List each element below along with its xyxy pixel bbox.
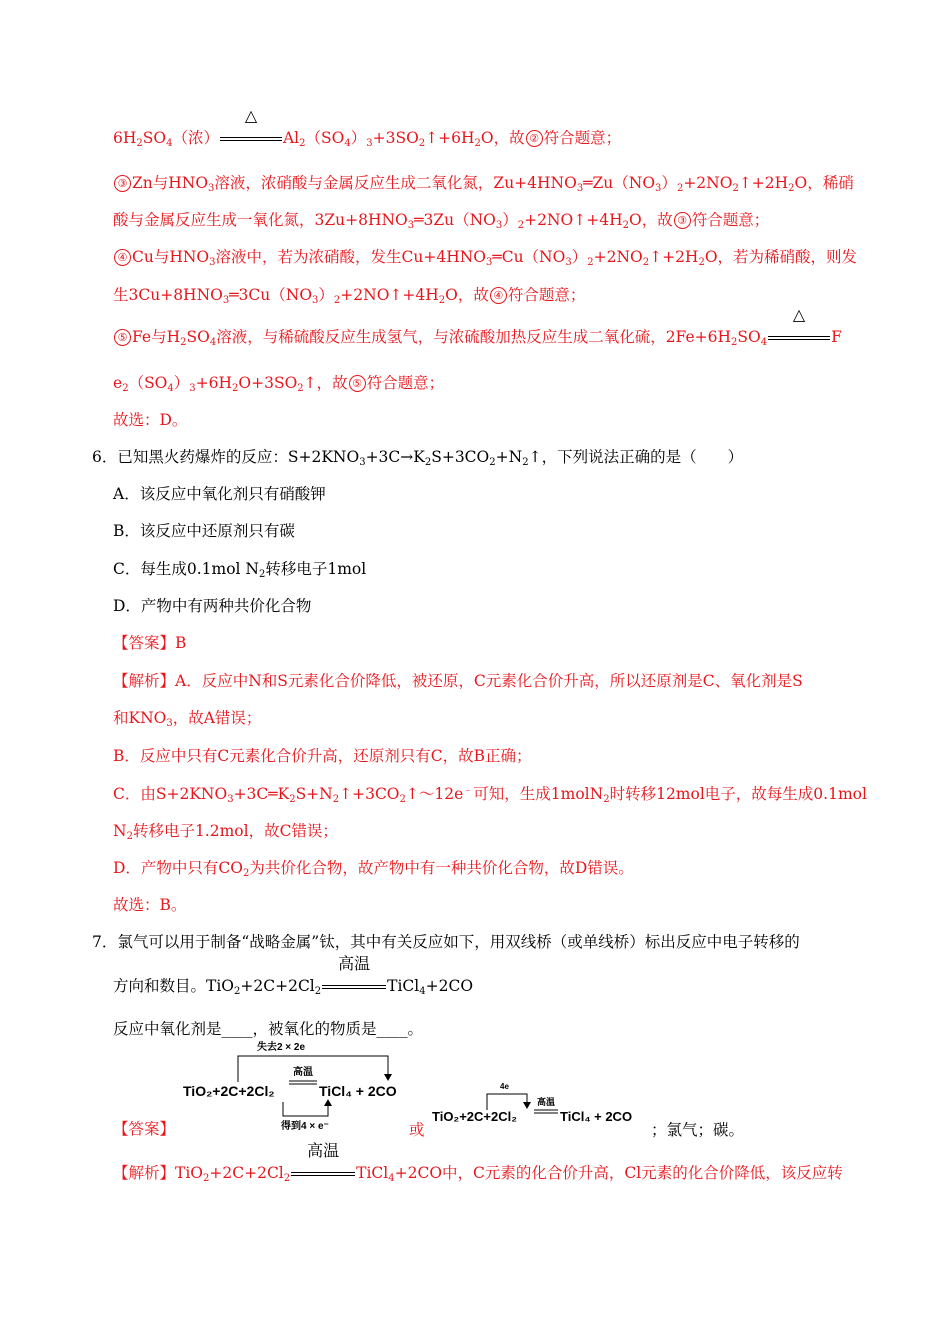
- question-7-line-3: 反应中氧化剂是____，被氧化的物质是____。: [113, 1020, 424, 1038]
- analysis-6-conclusion: 故选：B。: [113, 896, 187, 914]
- electron-count-label: 4e: [500, 1082, 509, 1091]
- gain-electrons-label: 得到4 × e⁻: [281, 1121, 329, 1132]
- reaction-line-7: $e_2(SO_4)_3+6H_2O+3SO_2↑$，故 ⑤ 符合题意；: [113, 374, 445, 394]
- reaction-line-2: ③ Zn与$HNO_3$溶液，浓硝酸与金属反应生成二氧化氮，$Zu+4HNO_3═Zu(NO_3)_2+2NO_2↑+2H_2O$，稀硝: [113, 172, 854, 194]
- svg-text:高温: 高温: [536, 1097, 556, 1107]
- reaction-line-5: 生$3Cu+8HNO_3═3Cu(NO_3)_2+2NO↑+4H_2O$，故 ④ 符合题意；: [113, 286, 586, 306]
- analysis-6-line-5: $N_2$转移电子1.2mol，故C错误；: [113, 822, 338, 842]
- or-text: 或: [409, 1121, 425, 1139]
- single-bridge-diagram: [432, 1080, 647, 1125]
- svg-text:高温: 高温: [293, 1067, 313, 1078]
- reaction-line-4: ④ Cu与$HNO_3$溶液中，若为浓硝酸，发生$Cu+4HNO_3═Cu(NO_3)_2+2NO_2↑+2H_2O$，若为稀硝酸，则发: [113, 246, 857, 268]
- reaction-line-3: 酸与金属反应生成一氧化氮，$3Zu+8HNO_3═3Zu(NO_3)_2+2NO↑+4H_2O$，故 ③ 符合题意；: [113, 211, 770, 231]
- condition-high-temp: 高温: [338, 954, 371, 973]
- question-7-line-1: 7．氯气可以用于制备“战略金属”钛，其中有关反应如下，用双线桥（或单线桥）标出反应中电子转移的: [92, 933, 800, 951]
- question-6: 6．已知黑火药爆炸的反应：$S+2KNO_3+3C\to K_2S+3CO_2+N_2↑$，下列说法正确的是（ ）: [92, 448, 744, 468]
- analysis-6-line-2: 和$KNO_3$，故A错误；: [113, 709, 262, 729]
- answer-7-tail: ；氯气；碳。: [651, 1121, 745, 1139]
- option-a: A．该反应中氧化剂只有硝酸钾: [113, 485, 326, 503]
- lose-electrons-label: 失去2 × 2e: [256, 1042, 306, 1053]
- reaction-line-1: $6H_2SO_4$（浓） △ $Al_2(SO_4)_3+3SO_2↑+6H_2O$，故 ② 符合题意；: [113, 106, 622, 149]
- question-7-line-2: 方向和数目。$TiO_2+2C+2Cl_2$ 高温 TiCl$_4$+2CO: [113, 954, 474, 997]
- option-d: D．产物中有两种共价化合物: [113, 597, 312, 615]
- heat-triangle-icon: △: [792, 305, 806, 324]
- heat-triangle-icon: △: [244, 106, 258, 125]
- analysis-6-line-3: B．反应中只有C元素化合价升高，还原剂只有C，故B正确；: [113, 747, 532, 765]
- analysis-6-line-6: D．产物中只有$CO_2$为共价化合物，故产物中有一种共价化合物，故D错误。: [113, 859, 634, 879]
- option-c: C．每生成0.1mol $N_2$转移电子1mol: [113, 560, 367, 580]
- reaction-line-6: ⑤ Fe与$H_2SO_4$溶液，与稀硫酸反应生成氢气，与浓硫酸加热反应生成二氧化硫，$2Fe+6H_2SO_4$ △ F: [113, 326, 842, 348]
- svg-text:TiO₂+2C+2Cl₂: TiO₂+2C+2Cl₂: [432, 1109, 518, 1124]
- double-bridge-diagram: [183, 1036, 408, 1134]
- analysis-7-line-1: 【解析】$TiO_2+2C+2Cl_2$ 高温 TiCl$_4$+2CO中，C元素的化合价升高，Cl元素的化合价降低，该反应转: [113, 1141, 843, 1184]
- svg-text:TiCl₄ + 2CO: TiCl₄ + 2CO: [560, 1109, 633, 1124]
- conclusion-line: 故选：D。: [113, 411, 188, 429]
- answer-7-label: 【答案】: [113, 1120, 176, 1138]
- option-b: B．该反应中还原剂只有碳: [113, 522, 295, 540]
- svg-text:TiCl₄ + 2CO: TiCl₄ + 2CO: [319, 1083, 397, 1099]
- svg-text:TiO₂+2C+2Cl₂: TiO₂+2C+2Cl₂: [183, 1083, 275, 1099]
- condition-high-temp: 高温: [307, 1141, 340, 1160]
- analysis-6-line-1: 【解析】A．反应中N和S元素化合价降低，被还原，C元素化合价升高，所以还原剂是C、氧化剂是S: [113, 672, 803, 690]
- answer-6: 【答案】B: [113, 634, 187, 652]
- analysis-6-line-4: C．由$S+2KNO_3+3C═K_2S+N_2↑+3CO_2↑\sim 12e^﹣$可知，生成1molN$_2$时转移12mol电子，故每生成0.1mol: [113, 784, 867, 805]
